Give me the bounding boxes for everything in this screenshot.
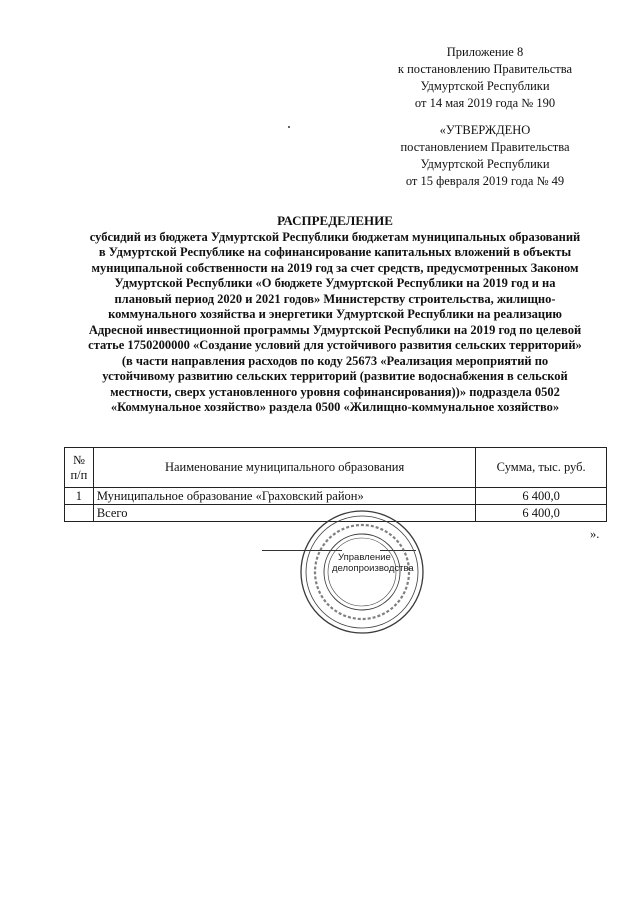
title-line: плановый период 2020 и 2021 годов» Министерству строительства, жилищно- <box>114 291 556 306</box>
dot-mark <box>288 126 290 128</box>
title-line: «Коммунальное хозяйство» раздела 0500 «Жилищно-коммунальное хозяйство» <box>110 400 560 414</box>
appendix-line: к постановлению Правительства <box>397 62 573 76</box>
stamp-line1: Управление <box>338 552 391 563</box>
title-line: (в части направления расходов по коду 25673 «Реализация мероприятий по <box>121 353 549 368</box>
title-line: в Удмуртской Республике на софинансирование капитальных вложений в объекты <box>98 245 572 259</box>
header-number-line2: п/п <box>70 467 88 482</box>
document-title <box>60 213 610 416</box>
approval-line: постановлением Правительства <box>400 140 570 154</box>
title-line: муниципальной собственности на 2019 год за счет средств, предусмотренных Законом <box>91 260 579 275</box>
appendix-block <box>360 44 610 112</box>
row-number: 1 <box>65 488 94 505</box>
row-name: Муниципальное образование «Граховский район» <box>93 488 475 505</box>
header-number-line1: № <box>72 452 85 467</box>
title-line: коммунального хозяйства и энергетики Удмуртской Республики на реализацию <box>108 307 562 321</box>
row-name: Всего <box>93 505 475 522</box>
stamp-line2: делопроизводства <box>332 563 414 574</box>
title-line: статье 1750200000 «Создание условий для устойчивого развития сельских территорий» <box>88 338 582 352</box>
approval-line: «УТВЕРЖДЕНО <box>439 123 531 137</box>
table-header-row <box>65 448 607 488</box>
approval-block <box>360 122 610 190</box>
header-sum: Сумма, тыс. руб. <box>476 448 607 488</box>
title-line: Адресной инвестиционной программы Удмуртской Республики на 2019 год по целевой <box>88 322 582 337</box>
title-line: местности, сверх установленного уровня софинансирования))» подраздела 0502 <box>110 384 560 399</box>
row-number <box>65 505 94 522</box>
title-line: устойчивому развитию сельских территорий (развитие водоснабжения в сельской <box>102 369 568 383</box>
approval-line: от 15 февраля 2019 года № 49 <box>405 174 565 188</box>
closing-quote: ». <box>590 527 600 541</box>
appendix-line: от 14 мая 2019 года № 190 <box>414 96 556 110</box>
appendix-line: Приложение 8 <box>446 45 524 59</box>
row-sum: 6 400,0 <box>476 505 607 522</box>
appendix-line: Удмуртской Республики <box>420 79 550 93</box>
approval-line: Удмуртской Республики <box>420 157 550 171</box>
title-line: Удмуртской Республики «О бюджете Удмуртской Республики на 2019 год и на <box>114 276 556 290</box>
title-line: субсидий из бюджета Удмуртской Республики бюджетам муниципальных образований <box>89 229 581 244</box>
seal-stamp <box>298 508 426 636</box>
header-number <box>65 448 94 488</box>
table-row <box>65 488 607 505</box>
title-heading: РАСПРЕДЕЛЕНИЕ <box>277 213 393 228</box>
header-name: Наименование муниципального образования <box>93 448 475 488</box>
row-sum: 6 400,0 <box>476 488 607 505</box>
